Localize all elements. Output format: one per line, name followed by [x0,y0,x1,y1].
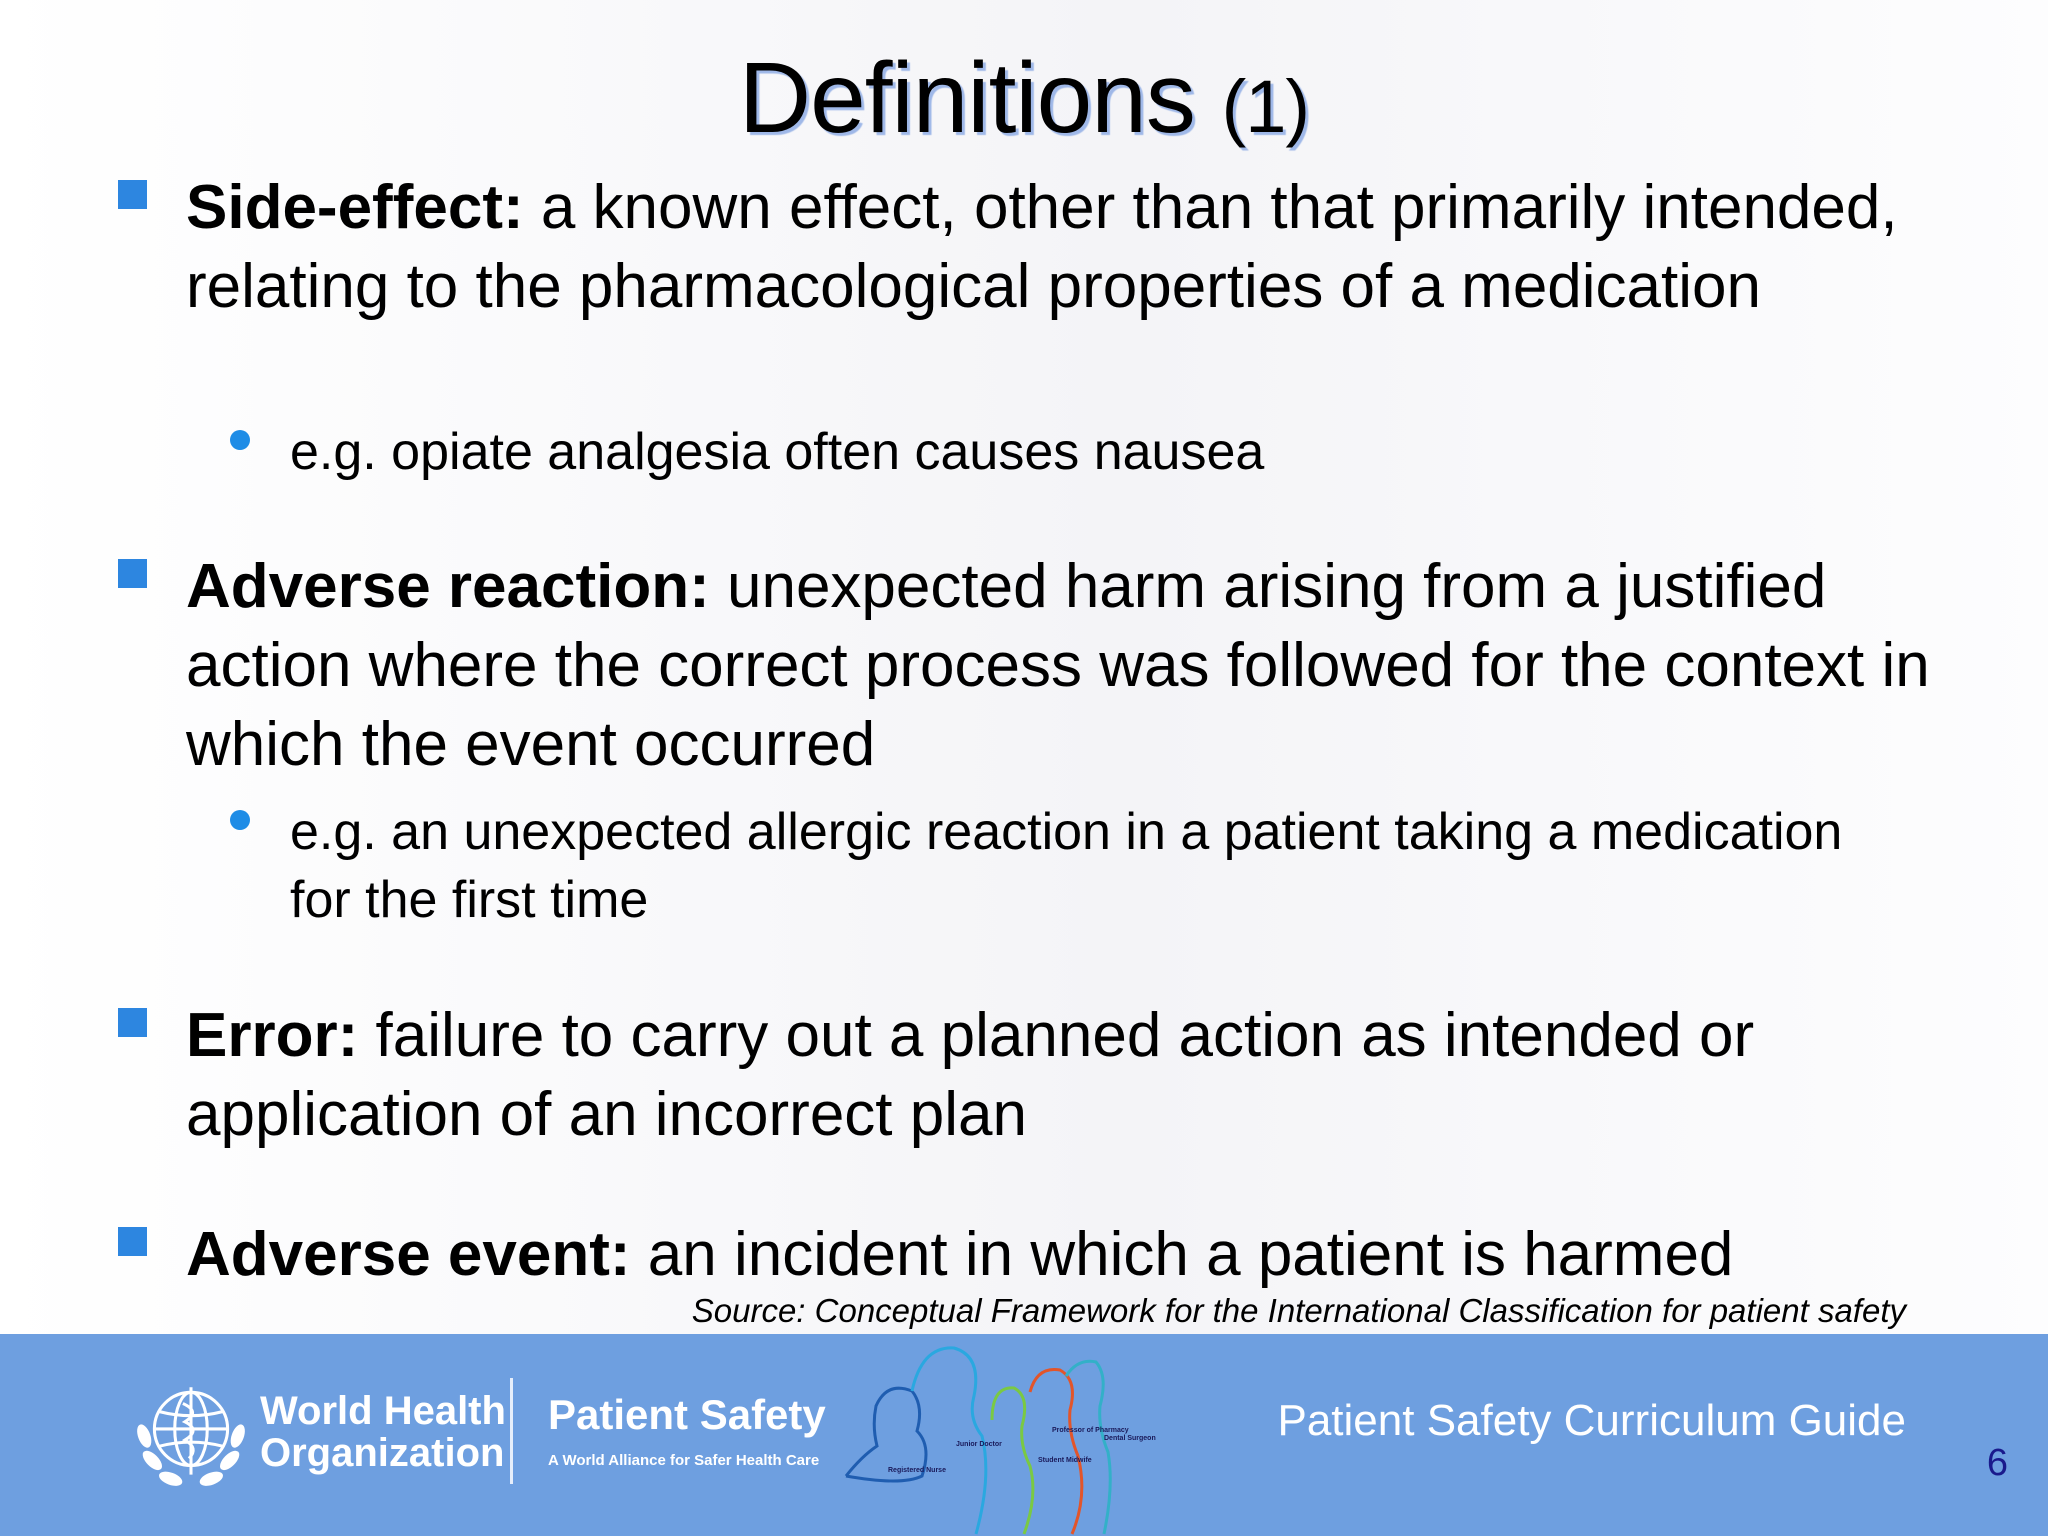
definition-error [186,996,1966,1154]
definition-term: Adverse event: [186,1220,631,1289]
definition-text: unexpected harm arising from a justified action where the correct process was followed for the context in which the event occurred [186,552,1930,779]
who-name-line2: Organization [260,1431,505,1475]
page-number: 6 [1986,1442,2008,1484]
definition-term: Adverse reaction: [186,552,710,621]
bullet-square [118,1008,147,1037]
definition-text: an incident in which a patient is harmed [630,1220,1734,1289]
bullet-square [118,180,147,209]
bullet-dot [230,810,250,830]
source-citation: Source: Conceptual Framework for the International Classification for patient safety [691,1292,1906,1329]
patient-safety-logo: Patient Safety [548,1391,826,1438]
who-emblem-icon [130,1373,252,1495]
definition-term: Side-effect: [186,173,524,242]
role-label-pharmacy: Professor of Pharmacy [1052,1427,1129,1434]
who-name-line1: World Health [260,1389,506,1433]
slide-title [0,38,2048,167]
who-logo-text [260,1390,506,1474]
example-adverse-reaction: e.g. an unexpected allergic reaction in a patient taking a medication for the first time [290,803,1843,929]
role-label-doctor: Junior Doctor [956,1441,1002,1448]
definition-adverse-reaction [186,547,1966,784]
definition-adverse-event [186,1215,1966,1294]
healthcare-people-icon [842,1336,1156,1536]
role-label-nurse: Registered Nurse [888,1467,946,1474]
bullet-square [118,1227,147,1256]
curriculum-guide-title: Patient Safety Curriculum Guide [1277,1396,1906,1445]
title-number: (1) [1221,65,1310,148]
role-label-midwife: Student Midwife [1038,1457,1092,1464]
definition-side-effect [186,168,1966,326]
patient-safety-tagline: A World Alliance for Safer Health Care [548,1452,820,1469]
definition-term: Error: [186,1001,359,1070]
bullet-dot [230,430,250,450]
logo-divider [510,1378,513,1484]
title-text: Definitions [738,42,1195,154]
role-label-dental: Dental Surgeon [1104,1435,1156,1442]
example-side-effect: e.g. opiate analgesia often causes nausea [290,423,1265,481]
definition-text: a known effect, other than that primarily intended, relating to the pharmacological properties of a medication [186,173,1898,321]
bullet-square [118,559,147,588]
definition-text: failure to carry out a planned action as intended or application of an incorrect plan [186,1001,1755,1149]
